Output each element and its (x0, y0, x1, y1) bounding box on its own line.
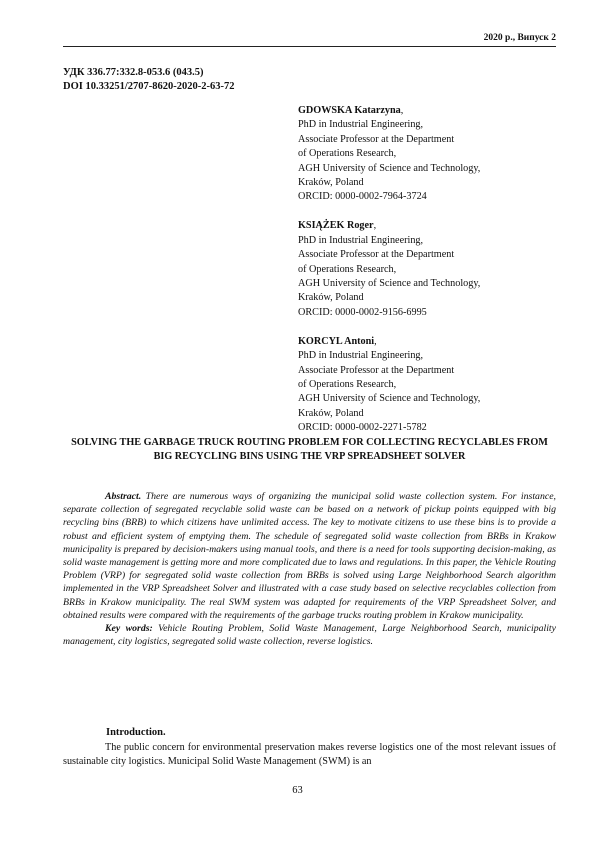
introduction-body (63, 741, 556, 769)
page-number: 63 (292, 785, 303, 796)
author-orcid: ORCID: 0000-0002-2271-5782 (298, 422, 427, 434)
introduction-heading: Introduction. (106, 727, 166, 738)
author-location: Kraków, Poland (298, 292, 364, 304)
paper-title: SOLVING THE GARBAGE TRUCK ROUTING PROBLEM FOR COLLECTING RECYCLABLES FROM BIG RECYCLING BINS USING THE VRP SPREADSHEET SOLVER (71, 437, 548, 462)
author-department: of Operations Research, (298, 263, 397, 275)
author-position: Associate Professor at the Department (298, 249, 455, 261)
abstract-label: Abstract. (105, 491, 142, 502)
udc-code: УДК 336.77:332.8-053.6 (043.5) (63, 67, 204, 78)
author-position: Associate Professor at the Department (298, 133, 455, 145)
author-location: Kraków, Poland (298, 407, 364, 419)
author-degree: PhD in Industrial Engineering, (298, 350, 424, 362)
abstract-section (63, 490, 556, 648)
abstract-text: There are numerous ways of organizing the municipal solid waste collection system. For instance, separate collection of segregated recyclable solid waste can be based on a network of pickup points equipped with big recycling bins (BRB) to which citizens have unlimited access. The key to motivate citizens to use these bins is to provide a robust and efficient system of emptying them. The schedule of segregated solid waste collection from BRBs in Krakow municipality is prepared by decision-makers using manual tools, and there is a need for tools supporting decision-making, as solid waste management is getting more and more complicated due to laws and regulations. In this paper, the Vehicle Routing Problem (VRP) for segregated solid waste collection from BRBs is solved using Large Neighborhood Search algorithm implemented in the VRP Spreadsheet Solver and illustrated with a case study based on selective recyclables collection from BRBs in Krakow municipality. The real SWM system was adapted for requirements of the VRP Spreadsheet Solver, and obtained results were compared with the requirements of the garbage trucks routing problem in Krakow municipality. (63, 491, 556, 621)
author-department: of Operations Research, (298, 148, 397, 160)
keywords-label: Key words: (105, 623, 153, 635)
keywords-paragraph (63, 622, 556, 648)
author-name-line: GDOWSKA Katarzyna, (298, 105, 404, 116)
author-name: KSIĄŻEK Roger (298, 220, 374, 232)
header-divider (63, 46, 556, 47)
introduction-paragraph: The public concern for environmental preservation makes reverse logistics one of the most relevant issues of sustainable city logistics. Municipal Solid Waste Management (SWM) is an (63, 742, 556, 767)
doi: DOI 10.33251/2707-8620-2020-2-63-72 (63, 81, 235, 92)
author-degree: PhD in Industrial Engineering, (298, 234, 424, 246)
author-degree: PhD in Industrial Engineering, (298, 119, 424, 131)
author-university: AGH University of Science and Technology, (298, 393, 481, 405)
author-orcid: ORCID: 0000-0002-7964-3724 (298, 191, 427, 203)
abstract-paragraph (63, 490, 556, 622)
author-name: KORCYL Antoni (298, 335, 375, 347)
author-block (298, 104, 558, 205)
author-block (298, 219, 558, 320)
author-name-line: KORCYL Antoni, (298, 335, 377, 347)
author-block (298, 335, 558, 436)
author-position: Associate Professor at the Department (298, 364, 455, 376)
journal-issue-header: 2020 р., Випуск 2 (483, 33, 556, 43)
author-location: Kraków, Poland (298, 177, 364, 189)
author-department: of Operations Research, (298, 378, 397, 390)
author-list (298, 104, 558, 450)
author-orcid: ORCID: 0000-0002-9156-6995 (298, 306, 427, 318)
keywords-text: Vehicle Routing Problem, Solid Waste Management, Large Neighborhood Search, municipality management, city logistics, segregated solid waste collection, reverse logistics. (63, 623, 557, 648)
author-name-line: KSIĄŻEK Roger, (298, 220, 377, 232)
author-university: AGH University of Science and Technology, (298, 162, 481, 174)
author-university: AGH University of Science and Technology, (298, 277, 481, 289)
article-identifiers (63, 66, 235, 94)
author-name: GDOWSKA Katarzyna (298, 105, 401, 116)
